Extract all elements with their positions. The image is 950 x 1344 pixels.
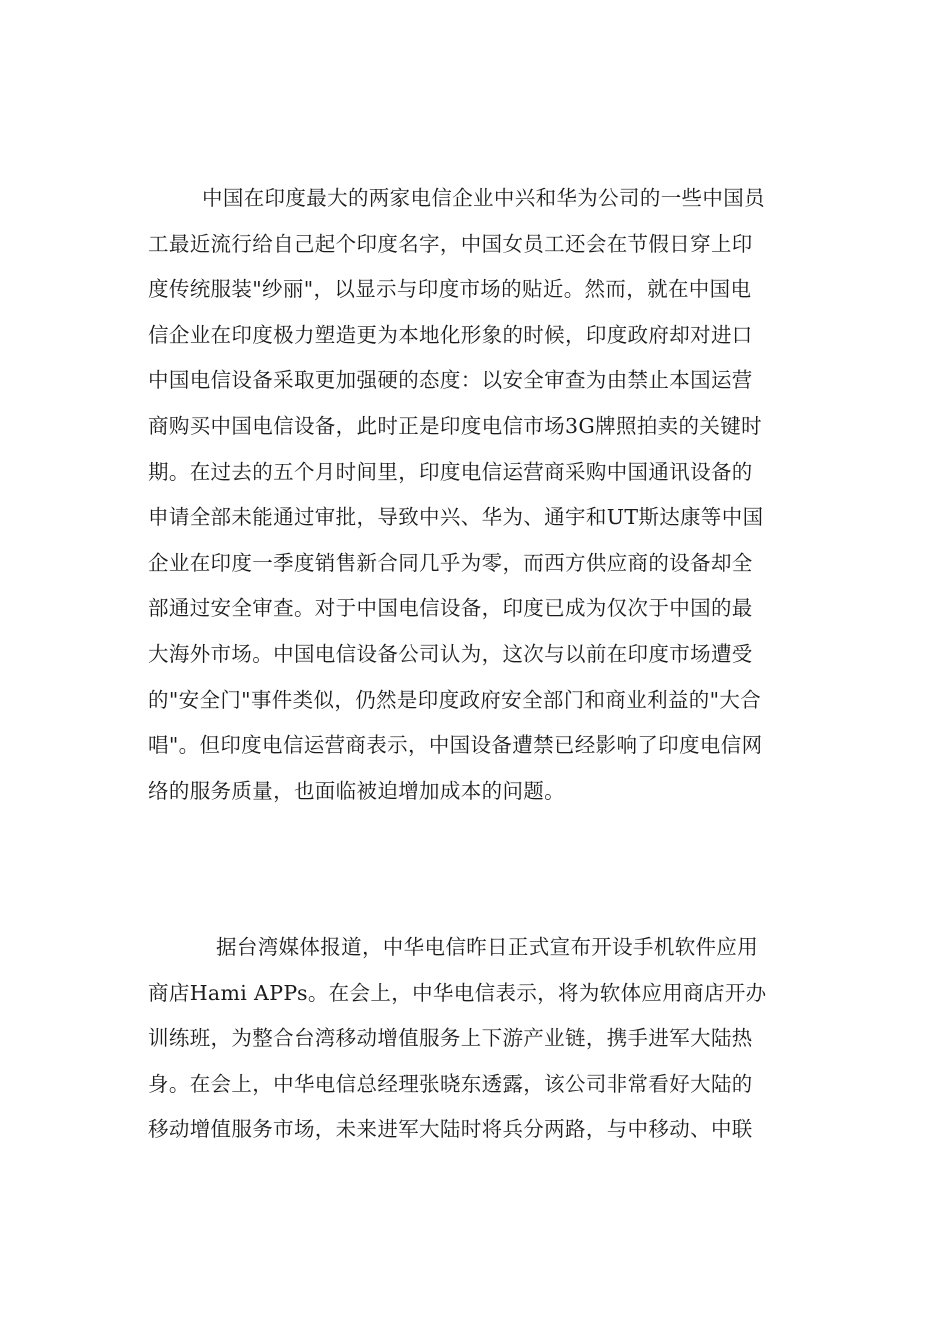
text-line: 商购买中国电信设备，此时正是印度电信市场3G牌照拍卖的关键时 xyxy=(148,413,762,438)
text-line: 训练班，为整合台湾移动增值服务上下游产业链，携手进军大陆热 xyxy=(148,1026,753,1051)
text-line: 的"安全门"事件类似，仍然是印度政府安全部门和商业利益的"大合 xyxy=(148,687,762,712)
text-line: 移动增值服务市场，未来进军大陆时将兵分两路，与中移动、中联 xyxy=(148,1117,753,1142)
paragraph-chunghwa-telecom xyxy=(148,925,808,1153)
paragraph-india-telecom xyxy=(148,176,808,814)
text-line: 企业在印度一季度销售新合同几乎为零，而西方供应商的设备却全 xyxy=(148,550,753,575)
text-line: 络的服务质量，也面临被迫增加成本的问题。 xyxy=(148,778,565,803)
text-line: 申请全部未能通过审批，导致中兴、华为、通宇和UT斯达康等中国 xyxy=(148,505,764,530)
text-line: 期。在过去的五个月时间里，印度电信运营商采购中国通讯设备的 xyxy=(148,459,753,484)
text-line: 身。在会上，中华电信总经理张晓东透露，该公司非常看好大陆的 xyxy=(148,1071,753,1096)
text-line: 部通过安全审查。对于中国电信设备，印度已成为仅次于中国的最 xyxy=(148,596,753,621)
text-line: 信企业在印度极力塑造更为本地化形象的时候，印度政府却对进口 xyxy=(148,322,753,347)
text-line: 据台湾媒体报道，中华电信昨日正式宣布开设手机软件应用 xyxy=(216,935,759,959)
text-line: 中国在印度最大的两家电信企业中兴和华为公司的一些中国员 xyxy=(202,186,765,210)
text-line: 商店Hami APPs。在会上，中华电信表示，将为软体应用商店开办 xyxy=(148,980,767,1005)
text-line: 大海外市场。中国电信设备公司认为，这次与以前在印度市场遭受 xyxy=(148,641,753,666)
text-line: 唱"。但印度电信运营商表示，中国设备遭禁已经影响了印度电信网 xyxy=(148,733,763,758)
text-line: 中国电信设备采取更加强硬的态度：以安全审查为由禁止本国运营 xyxy=(148,368,753,393)
text-line: 工最近流行给自己起个印度名字，中国女员工还会在节假日穿上印 xyxy=(148,231,753,256)
text-line: 度传统服装"纱丽"，以显示与印度市场的贴近。然而，就在中国电 xyxy=(148,277,752,302)
